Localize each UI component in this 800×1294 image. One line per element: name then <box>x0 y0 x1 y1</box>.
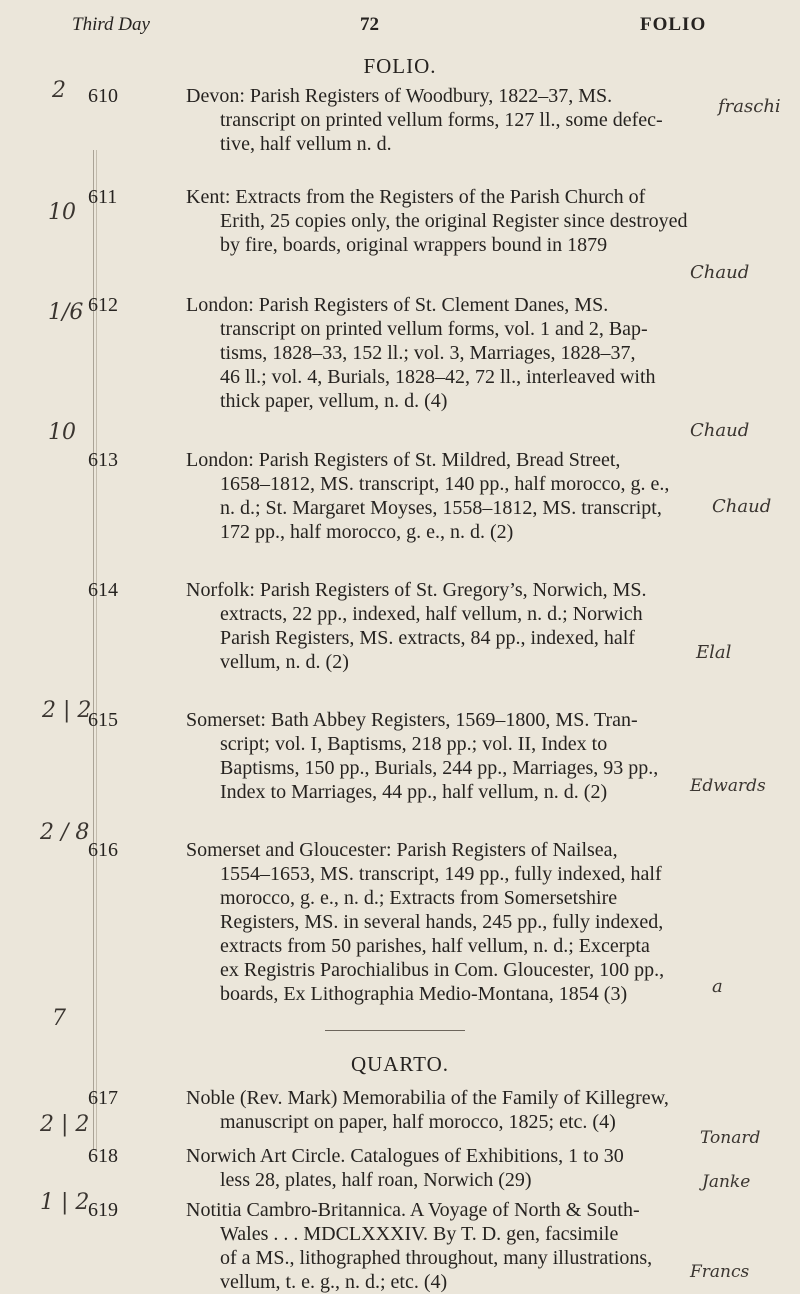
entry-line: 46 ll.; vol. 4, Burials, 1828–42, 72 ll., interleaved with <box>220 366 656 388</box>
entry-line: n. d.; St. Margaret Moyses, 1558–1812, MS. transcript, <box>220 497 662 519</box>
lot-number: 616 <box>88 839 118 861</box>
lot-entry-612 <box>88 293 708 413</box>
entry-line: 1554–1653, MS. transcript, 149 pp., fully indexed, half <box>220 863 662 885</box>
lot-entry-613 <box>88 448 708 544</box>
right-annotation-614: Elal <box>696 642 732 663</box>
left-annotation-613: 10 <box>48 420 76 445</box>
right-annotation-618: Janke <box>702 1172 751 1192</box>
entry-line: Registers, MS. in several hands, 245 pp., fully indexed, <box>220 911 664 933</box>
left-annotation-615: 2 | 2 <box>42 698 92 723</box>
lot-number: 611 <box>88 186 118 208</box>
entry-line: Wales . . . MDCLXXXIV. By T. D. gen, facsimile <box>220 1223 619 1245</box>
entry-line: Somerset and Gloucester: Parish Registers of Nailsea, <box>186 839 618 861</box>
entry-line: boards, Ex Lithographia Medio-Montana, 1854 (3) <box>220 983 628 1005</box>
entry-line: script; vol. I, Baptisms, 218 pp.; vol. II, Index to <box>220 733 608 755</box>
entry-line: London: Parish Registers of St. Mildred, Bread Street, <box>186 449 621 471</box>
lot-number: 614 <box>88 579 118 601</box>
section-divider <box>325 1030 465 1031</box>
right-annotation-613: Chaud <box>712 496 772 517</box>
left-annotation-610: 2 <box>52 78 66 103</box>
entry-line: London: Parish Registers of St. Clement Danes, MS. <box>186 294 609 316</box>
right-annotation-612: Chaud <box>690 420 750 441</box>
entry-line: Norwich Art Circle. Catalogues of Exhibitions, 1 to 30 <box>186 1145 624 1167</box>
right-annotation-611: Chaud <box>690 262 750 283</box>
right-annotation-617: Tonard <box>700 1128 761 1148</box>
right-annotation-616: a <box>712 976 723 997</box>
lot-entry-615 <box>88 708 708 804</box>
entry-line: tisms, 1828–33, 152 ll.; vol. 3, Marriages, 1828–37, <box>220 342 636 364</box>
lot-number: 617 <box>88 1087 118 1109</box>
entry-line: less 28, plates, half roan, Norwich (29) <box>220 1169 532 1191</box>
entry-line: transcript on printed vellum forms, 127 ll., some defec- <box>220 109 663 131</box>
entry-line: thick paper, vellum, n. d. (4) <box>220 390 448 412</box>
entry-line: extracts, 22 pp., indexed, half vellum, n. d.; Norwich <box>220 603 643 625</box>
entry-line: Noble (Rev. Mark) Memorabilia of the Family of Killegrew, <box>186 1087 669 1109</box>
entry-line: vellum, n. d. (2) <box>220 651 349 673</box>
lot-entry-617 <box>88 1086 708 1134</box>
lot-entry-616 <box>88 838 708 1006</box>
left-annotation-618: 2 | 2 <box>40 1112 90 1137</box>
entry-line: Somerset: Bath Abbey Registers, 1569–1800, MS. Tran- <box>186 709 638 731</box>
lot-entry-614 <box>88 578 708 674</box>
entry-line: 172 pp., half morocco, g. e., n. d. (2) <box>220 521 514 543</box>
entry-line: of a MS., lithographed throughout, many illustrations, <box>220 1247 653 1269</box>
page-header <box>0 14 800 40</box>
left-annotation-611: 10 <box>48 200 76 225</box>
section-title-folio: FOLIO. <box>363 54 437 78</box>
entry-line: transcript on printed vellum forms, vol. 1 and 2, Bap- <box>220 318 648 340</box>
lot-number: 619 <box>88 1199 118 1221</box>
lot-entry-610 <box>88 84 708 156</box>
lot-entry-619 <box>88 1198 708 1294</box>
right-annotation-619: Francs <box>690 1262 750 1282</box>
left-annotation-619: 1 | 2 <box>40 1190 90 1215</box>
entry-line: tive, half vellum n. d. <box>220 133 392 155</box>
entry-line: Parish Registers, MS. extracts, 84 pp., indexed, half <box>220 627 635 649</box>
lot-number: 613 <box>88 449 118 471</box>
entry-line: Index to Marriages, 44 pp., half vellum, n. d. (2) <box>220 781 608 803</box>
entry-line: extracts from 50 parishes, half vellum, n. d.; Excerpta <box>220 935 650 957</box>
lot-entry-618 <box>88 1144 708 1192</box>
header-label: FOLIO <box>640 14 707 35</box>
section-title-quarto: QUARTO. <box>350 1052 450 1076</box>
header-page-number: 72 <box>360 14 379 35</box>
entry-line: Baptisms, 150 pp., Burials, 244 pp., Marriages, 93 pp., <box>220 757 659 779</box>
lot-number: 618 <box>88 1145 118 1167</box>
entry-line: by fire, boards, original wrappers bound in 1879 <box>220 234 608 256</box>
entry-line: manuscript on paper, half morocco, 1825; etc. (4) <box>220 1111 616 1133</box>
entry-line: Notitia Cambro-Britannica. A Voyage of North & South- <box>186 1199 640 1221</box>
lot-number: 610 <box>88 85 118 107</box>
entry-line: ex Registris Parochialibus in Com. Gloucester, 100 pp., <box>220 959 665 981</box>
left-annotation-612: 1/6 <box>48 300 84 325</box>
entry-line: 1658–1812, MS. transcript, 140 pp., half morocco, g. e., <box>220 473 670 495</box>
entry-line: Norfolk: Parish Registers of St. Gregory’s, Norwich, MS. <box>186 579 647 601</box>
entry-line: morocco, g. e., n. d.; Extracts from Somersetshire <box>220 887 618 909</box>
left-annotation-616: 2 / 8 <box>40 820 90 845</box>
lot-number: 615 <box>88 709 118 731</box>
left-annotation-617: 7 <box>52 1006 66 1031</box>
lot-number: 612 <box>88 294 118 316</box>
right-annotation-615: Edwards <box>690 776 766 796</box>
header-day: Third Day <box>72 14 150 35</box>
lot-entry-611 <box>88 185 708 257</box>
entry-line: Erith, 25 copies only, the original Register since destroyed <box>220 210 688 232</box>
right-annotation-610: fraschi <box>718 96 781 117</box>
entry-line: Kent: Extracts from the Registers of the Parish Church of <box>186 186 646 208</box>
entry-line: vellum, t. e. g., n. d.; etc. (4) <box>220 1271 448 1293</box>
entry-line: Devon: Parish Registers of Woodbury, 1822–37, MS. <box>186 85 613 107</box>
